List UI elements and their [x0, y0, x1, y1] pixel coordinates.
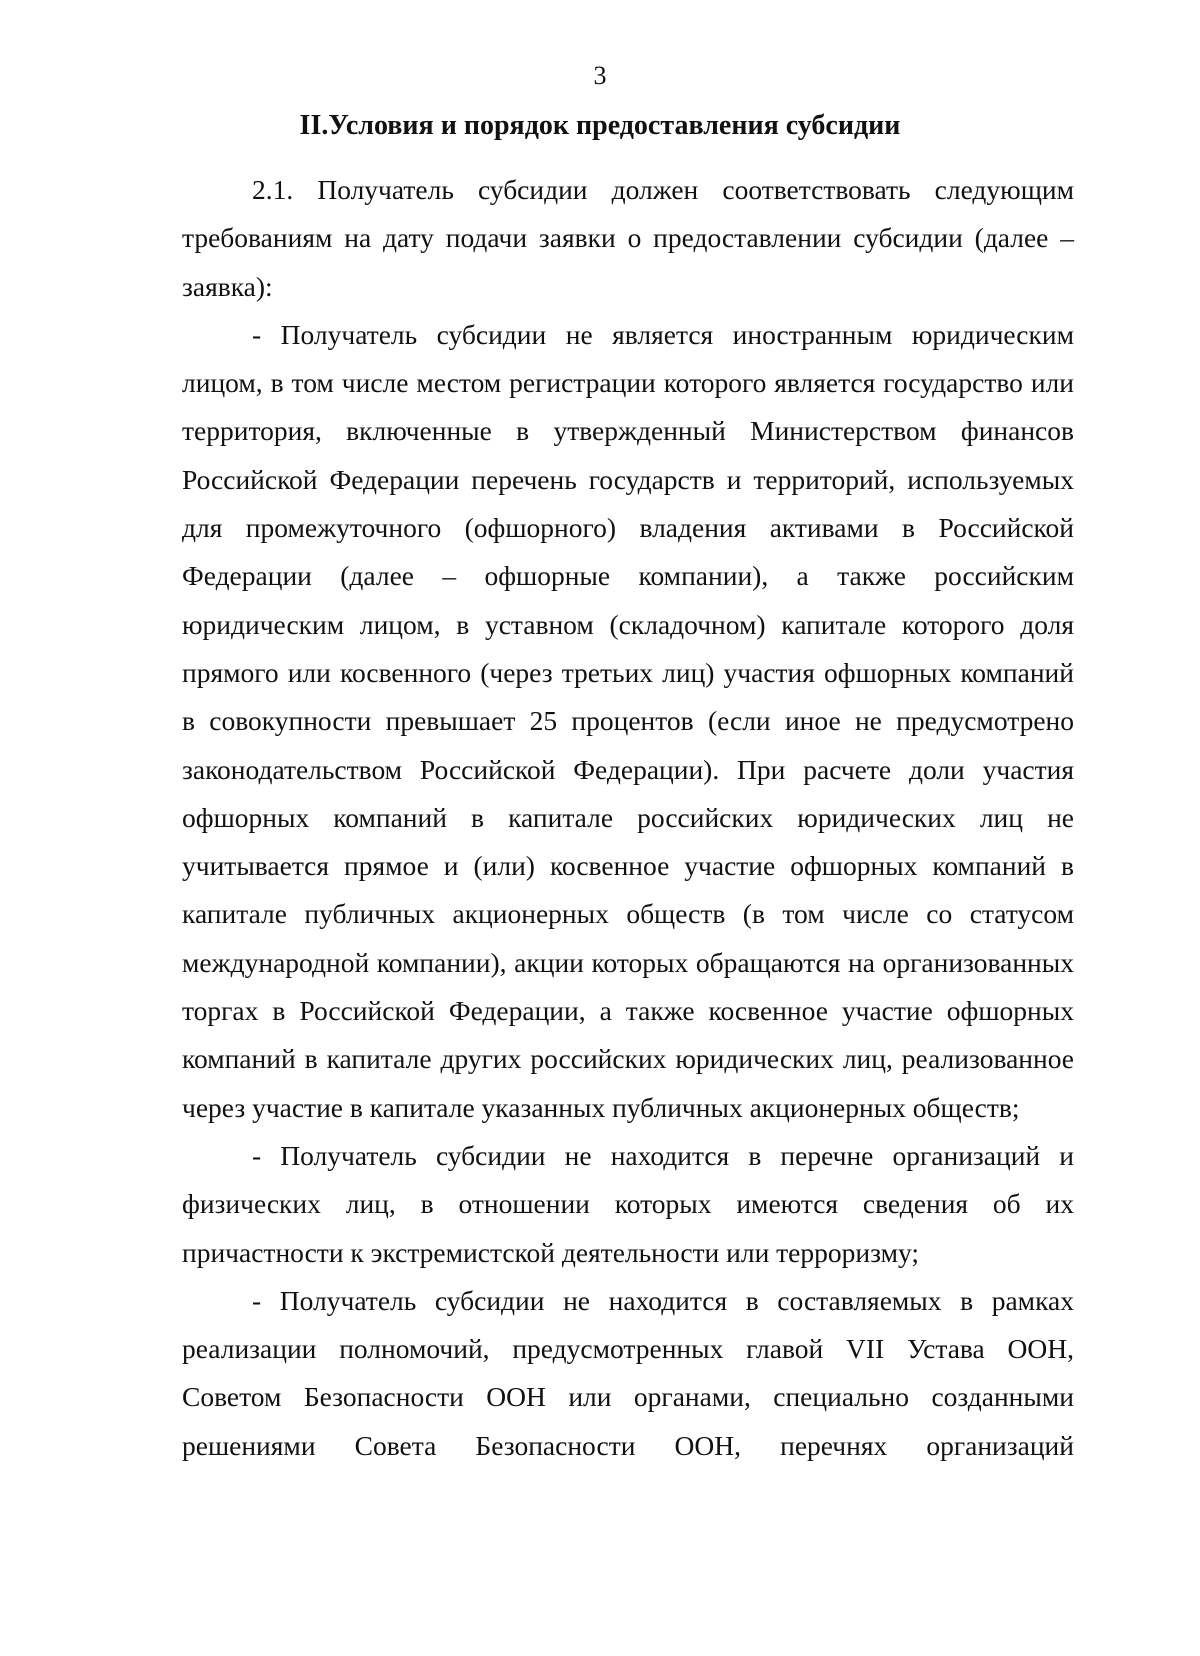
page-number: 3: [593, 61, 607, 90]
paragraph-un-sanctions: - Получатель субсидии не находится в составляемых в рамках реализации полномочий, предусмотренных главой VII Устава ООН, Советом Безопасности ООН или органами, специально созданными решениями Совета Безопасности ООН, перечнях организаций: [182, 1284, 1074, 1461]
paragraph-requirements: 2.1. Получатель субсидии должен соответствовать следующим требованиям на дату подачи заявки о предоставлении субсидии (далее – заявка):: [182, 174, 1074, 302]
paragraph-offshore: - Получатель субсидии не является иностранным юридическим лицом, в том числе местом регистрации которого является государство или территория, включенные в утвержденный Министерством финансов Российской Федерации перечень государств и территорий, используемых для промежуточного (офшорного) владения активами в Российской Федерации (далее – офшорные компании), а также российским юридическим лицом, в уставном (складочном) капитале которого доля прямого или косвенного (через третьих лиц) участия офшорных компаний в совокупности превышает 25 процентов (если иное не предусмотрено законодательством Российской Федерации). При расчете доли участия офшорных компаний в капитале российских юридических лиц не учитывается прямое и (или) косвенное участие офшорных компаний в капитале публичных акционерных обществ (в том числе со статусом международной компании), акции которых обращаются на организованных торгах в Российской Федерации, а также косвенное участие офшорных компаний в капитале других российских юридических лиц, реализованное через участие в капитале указанных публичных акционерных обществ;: [182, 318, 1074, 1123]
section-heading: II.Условия и порядок предоставления субсидии: [299, 110, 901, 141]
paragraph-extremism: - Получатель субсидии не находится в перечне организаций и физических лиц, в отношении которых имеются сведения об их причастности к экстремистской деятельности или терроризму;: [182, 1139, 1074, 1268]
document-body: [182, 166, 1074, 1470]
